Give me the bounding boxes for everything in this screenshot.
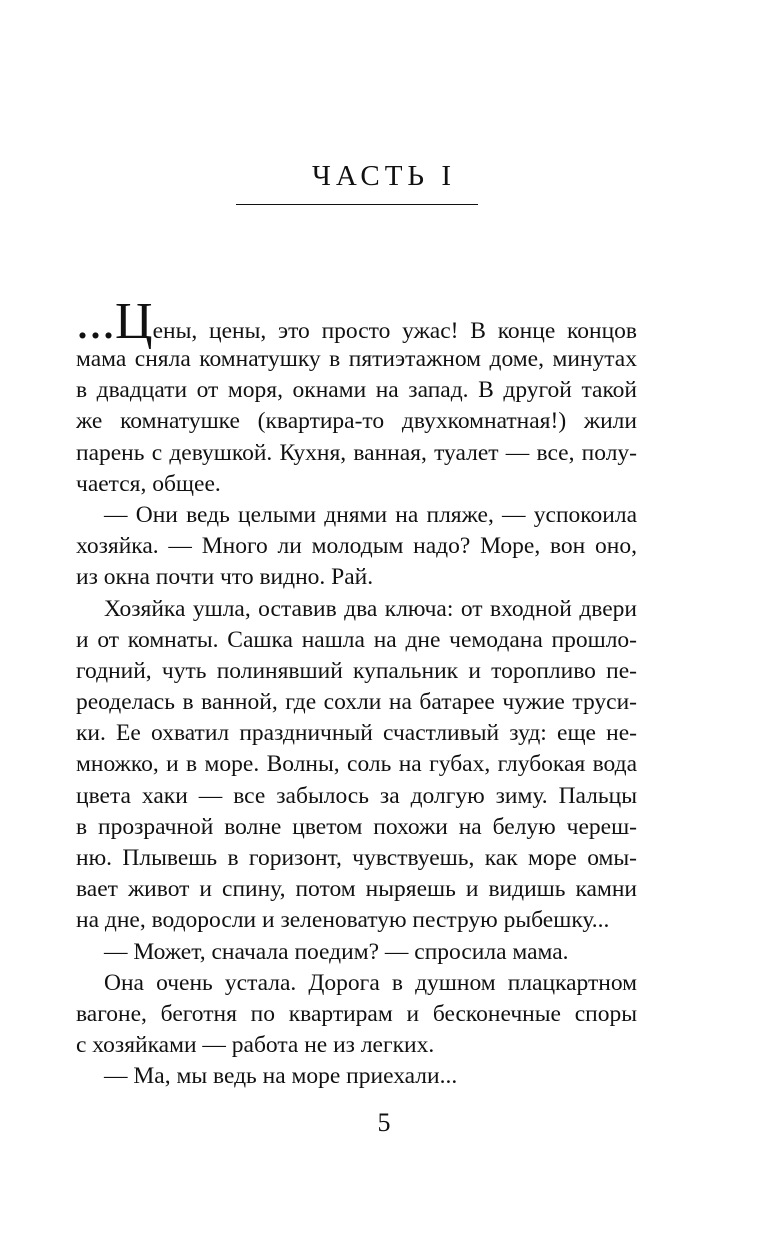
chapter-title: ЧАСТЬ I bbox=[312, 160, 456, 192]
body-text bbox=[76, 293, 637, 1093]
text-line: годний, чуть полинявший купальник и торопливо пе- bbox=[76, 657, 637, 684]
text-line: — Ма, мы ведь на море приехали... bbox=[104, 1063, 458, 1090]
text-line: — Они ведь целыми днями на пляже, — успокоила bbox=[104, 501, 637, 528]
text-line: реоделась в ванной, где сохли на батарее чужие труси- bbox=[76, 689, 637, 716]
text-line: мама сняла комнатушку в пятиэтажном доме, минутах bbox=[76, 346, 637, 372]
text-line: в прозрачной волне цветом похожи на белую череш- bbox=[76, 813, 637, 840]
text-line: цвета хаки — все забылось за долгую зиму. Пальцы bbox=[76, 782, 637, 809]
text-line: вагоне, беготня по квартирам и бесконечные споры bbox=[76, 1000, 637, 1027]
text-line: парень с девушкой. Кухня, ванная, туалет — все, полу- bbox=[76, 439, 637, 466]
text-line: же комнатушке (квартира-то двухкомнатная!) жили bbox=[76, 408, 637, 435]
drop-cap-lead: ...Ц bbox=[76, 293, 153, 350]
text-line: Хозяйка ушла, оставив два ключа: от входной двери bbox=[104, 595, 637, 622]
text-line: в двадцати от моря, окнами на запад. В другой такой bbox=[76, 377, 637, 404]
text-line: на дне, водоросли и зеленоватую пеструю рыбешку... bbox=[76, 907, 610, 934]
text-line: вает живот и спину, потом ныряешь и видишь камни bbox=[76, 876, 637, 903]
text-line: — Может, сначала поедим? — спросила мама. bbox=[104, 938, 569, 965]
text-line: и от комнаты. Сашка нашла на дне чемодана прошло- bbox=[76, 626, 637, 653]
text-line: чается, общее. bbox=[76, 470, 221, 497]
text-line: Она очень устала. Дорога в душном плацкартном bbox=[104, 969, 637, 996]
text-line: ню. Плывешь в горизонт, чувствуешь, как море омы- bbox=[76, 845, 637, 871]
text-line: из окна почти что видно. Рай. bbox=[76, 564, 374, 591]
title-underline bbox=[236, 204, 478, 205]
text-line: ки. Ее охватил праздничный счастливый зуд: еще не- bbox=[76, 720, 637, 747]
text-line: хозяйка. — Много ли молодым надо? Море, вон оно, bbox=[76, 533, 637, 560]
text-line: с хозяйками — работа не из легких. bbox=[76, 1032, 435, 1059]
text-line: множко, и в море. Волны, соль на губах, глубокая вода bbox=[76, 751, 637, 778]
first-line-text: ены, цены, это просто ужас! В конце концов bbox=[152, 318, 637, 344]
page-number: 5 bbox=[377, 1108, 391, 1137]
first-line bbox=[76, 293, 637, 350]
